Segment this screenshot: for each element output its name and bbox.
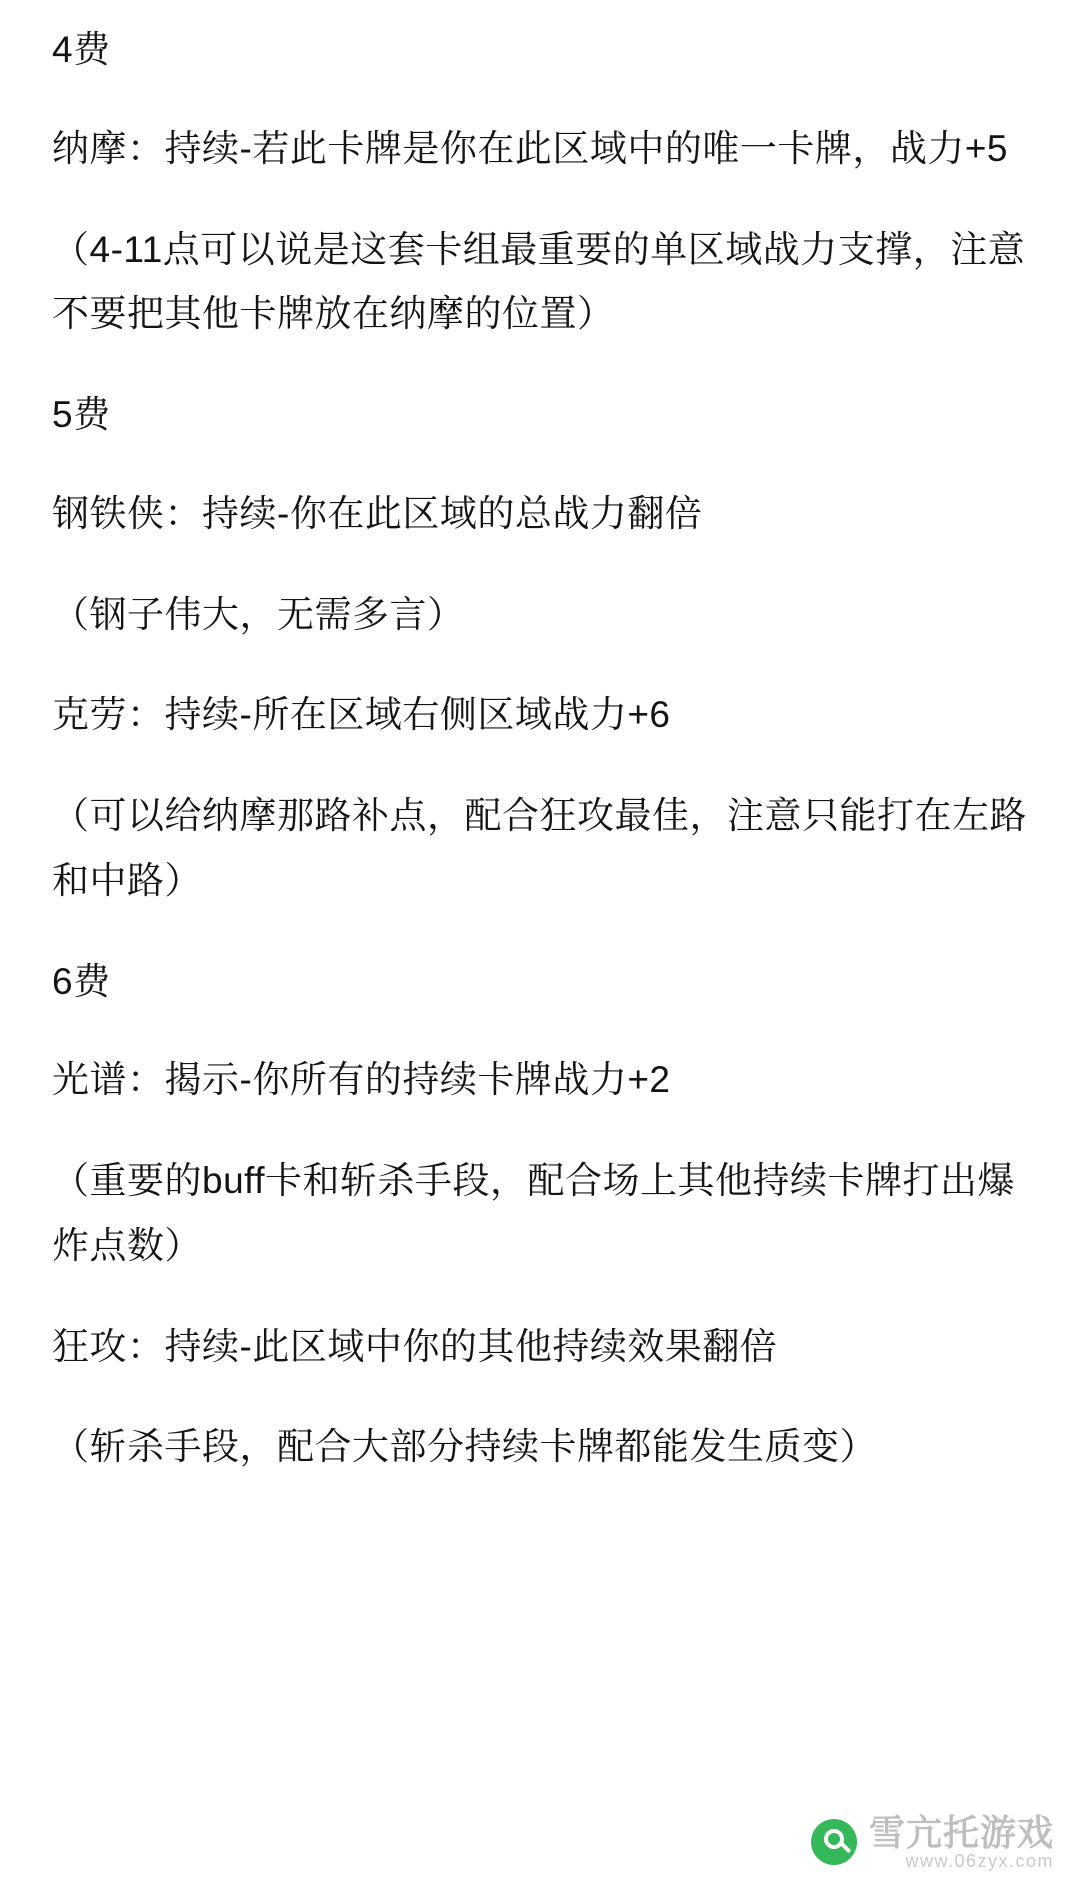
watermark-title: 雪亢托游戏 (868, 1811, 1054, 1853)
card-namo: 纳摩：持续-若此卡牌是你在此区域中的唯一卡牌，战力+5 (52, 127, 1009, 169)
cost-4-heading: 4费 (52, 29, 111, 70)
card-onslaught-note: （斩杀手段，配合大部分持续卡牌都能发生质变） (52, 1426, 877, 1468)
cost-5-heading: 5费 (52, 394, 111, 435)
card-klaw: 克劳：持续-所在区域右侧区域战力+6 (52, 694, 671, 736)
search-circle-icon (811, 1819, 857, 1865)
card-klaw-note: （可以给纳摩那路补点，配合狂攻最佳，注意只能打在左路和中路） (52, 795, 1027, 901)
card-onslaught: 狂攻：持续-此区域中你的其他持续效果翻倍 (52, 1325, 778, 1367)
watermark-url: www.06zyx.com (905, 1851, 1054, 1872)
card-namo-note: （4-11点可以说是这套卡组最重要的单区域战力支撑，注意不要把其他卡牌放在纳摩的位置） (52, 228, 1026, 335)
card-ironman: 钢铁侠：持续-你在此区域的总战力翻倍 (52, 492, 703, 534)
card-ironman-note: （钢子伟大，无需多言） (52, 593, 465, 635)
site-watermark (811, 1813, 1054, 1872)
card-spectrum-note: （重要的buff卡和斩杀手段，配合场上其他持续卡牌打出爆炸点数） (52, 1160, 1016, 1266)
cost-6-heading: 6费 (52, 960, 111, 1002)
card-spectrum: 光谱：揭示-你所有的持续卡牌战力+2 (52, 1059, 671, 1101)
watermark-text (869, 1813, 1054, 1872)
